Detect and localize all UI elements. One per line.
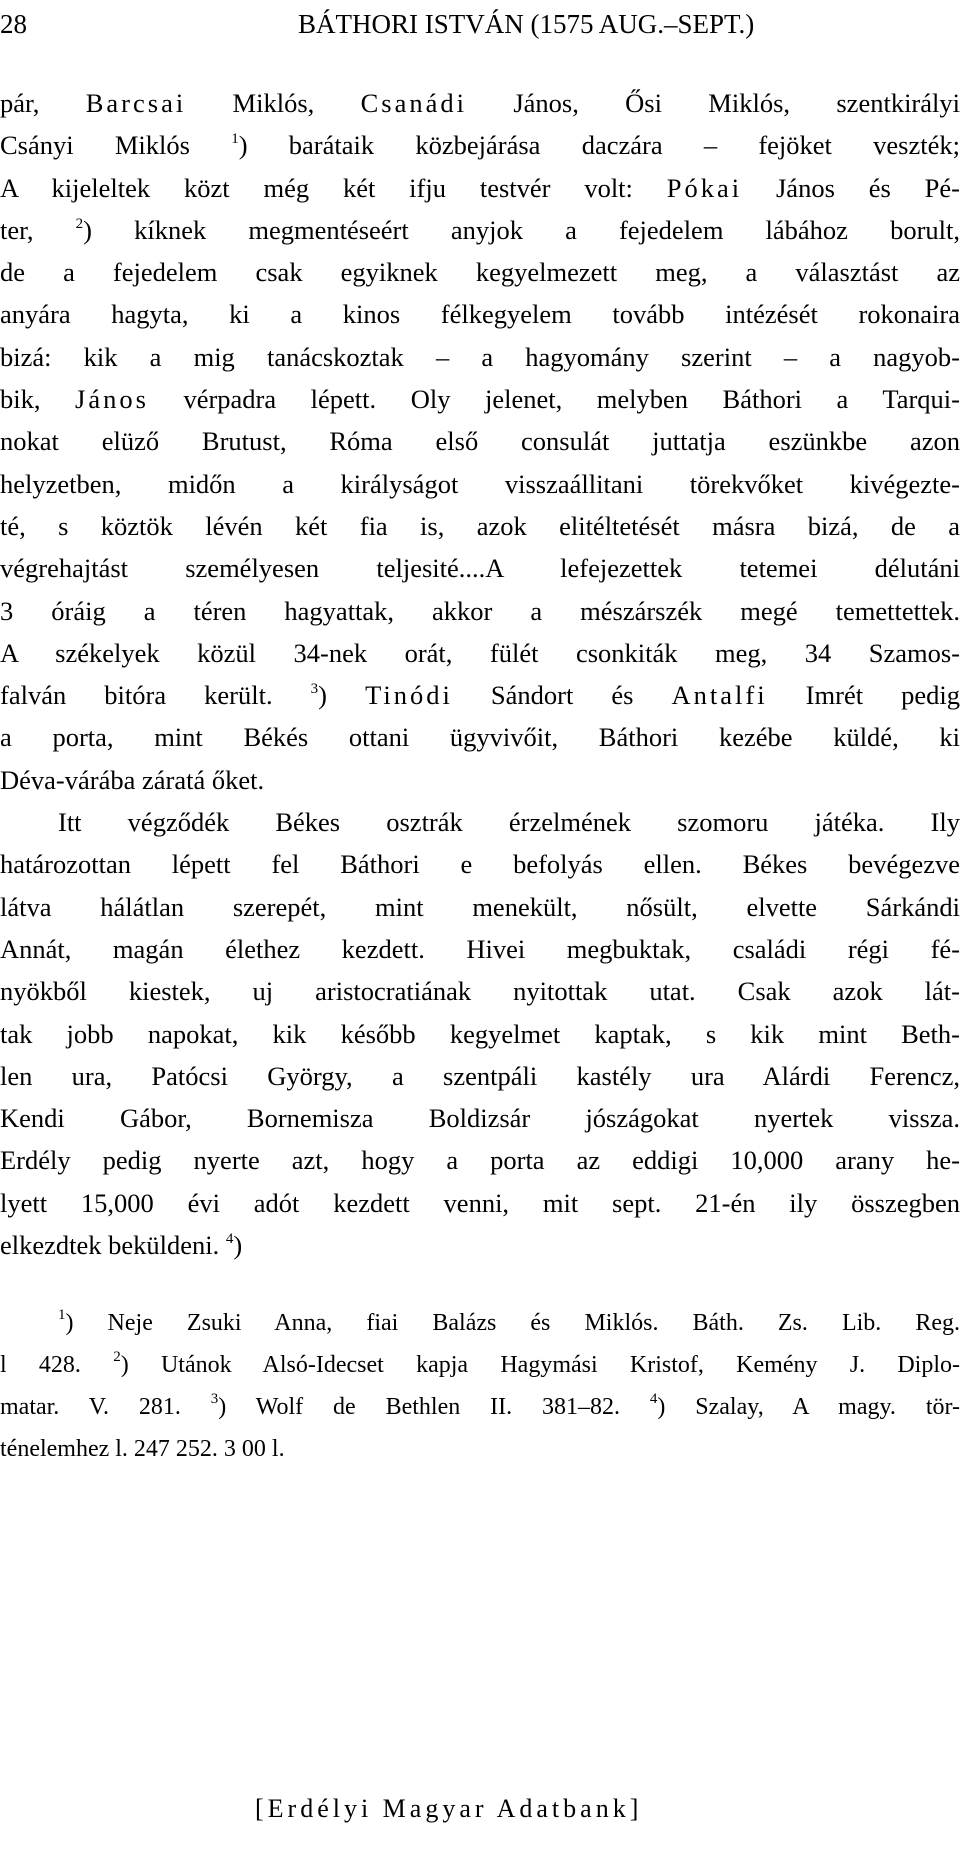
- text-run: Sándort és: [452, 680, 672, 711]
- text-run: ) Wolf de Bethlen II. 381–82.: [218, 1394, 650, 1420]
- footnote-line: ténelemhez l. 247 252. 3 00 l.: [0, 1436, 285, 1462]
- text-line: végrehajtást személyesen teljesité....A lefejezettek tetemei délutáni: [0, 553, 960, 584]
- text-line: [0, 124, 960, 166]
- text-run: Imrét pedig: [767, 680, 960, 711]
- text-line: A székelyek közül 34-nek orát, fülét csonkiták meg, 34 Szamos-: [0, 637, 960, 668]
- text-line: nokat elüző Brutust, Róma első consulát juttatja eszünkbe azon: [0, 426, 960, 457]
- text-run: vérpadra lépett. Oly jelenet, melyben Báthori a Tarqui-: [148, 384, 960, 415]
- text-run: János és Pé-: [742, 172, 960, 203]
- footnote-ref: 3: [310, 681, 319, 698]
- text-line: a porta, mint Békés ottani ügyvivőit, Báthori kezébe küldé, ki: [0, 722, 960, 753]
- text-line: anyára hagyta, ki a kinos félkegyelem tovább intézését rokonaira: [0, 299, 960, 330]
- text-line: [0, 674, 960, 716]
- spaced-name: János: [75, 384, 149, 415]
- text-line: nyökből kiestek, uj aristocratiának nyitottak utat. Csak azok lát-: [0, 976, 960, 1007]
- text-line: de a fejedelem csak egyiknek kegyelmezett meg, a választást az: [0, 257, 960, 288]
- footnotes: [0, 1302, 960, 1470]
- text-line: helyzetben, midőn a királyságot visszaállitani törekvőket kivégezte-: [0, 468, 960, 499]
- text-run: ) Szalay, A magy. tör-: [657, 1394, 960, 1420]
- text-line: 3 óráig a téren hagyattak, akkor a mészárszék megé temettettek.: [0, 595, 960, 626]
- text-line: [0, 1224, 960, 1266]
- text-run: ): [233, 1230, 243, 1261]
- text-run: bik,: [0, 384, 76, 415]
- text-run: ) barátaik közbejárása daczára – fejöket veszték;: [238, 130, 960, 161]
- text-line: Erdély pedig nyerte azt, hogy a porta az eddigi 10,000 arany he-: [0, 1145, 960, 1176]
- page-header: [0, 4, 960, 44]
- footnote-ref: 2: [75, 215, 84, 232]
- text-line: lyett 15,000 évi adót kezdett venni, mit sept. 21-én ily összegben: [0, 1187, 960, 1218]
- text-line: Kendi Gábor, Bornemisza Boldizsár jószágokat nyertek vissza.: [0, 1103, 960, 1134]
- text-run: Csányi Miklós: [0, 130, 232, 161]
- footnote-number: 4: [649, 1391, 658, 1407]
- text-line: Déva-várába záratá őket.: [0, 764, 265, 795]
- text-line: [0, 209, 960, 251]
- text-line: len ura, Patócsi György, a szentpáli kastély ura Alárdi Ferencz,: [0, 1060, 960, 1091]
- text-line: [0, 82, 960, 124]
- footnote-ref: 4: [225, 1231, 234, 1248]
- text-run: János, Ősi Miklós, szentkirályi: [466, 88, 960, 118]
- text-line: bizá: kik a mig tanácskoztak – a hagyomány szerint – a nagyob-: [0, 341, 960, 372]
- spaced-name: Barcsai: [85, 88, 187, 118]
- text-line: [0, 167, 960, 209]
- text-run: A kijeleltek közt még két ifju testvér volt:: [0, 172, 667, 203]
- text-line: [0, 378, 960, 420]
- text-run: ): [318, 680, 366, 711]
- text-line: Itt végződék Békes osztrák érzelmének szomoru játéka. Ily: [58, 807, 960, 838]
- footnote-ref: 1: [231, 131, 239, 148]
- footnote-number: 3: [210, 1391, 219, 1407]
- text-run: ) kíknek megmentéseért anyjok a fejedelem lábához borult,: [83, 214, 960, 245]
- body-text: [0, 82, 960, 1266]
- text-line: határozottan lépett fel Báthori e befolyás ellen. Békes bevégezve: [0, 849, 960, 880]
- footnote-number: 1: [58, 1307, 66, 1323]
- text-line: té, s köztök lévén két fia is, azok elitéltetését másra bizá, de a: [0, 510, 960, 541]
- spaced-name: Antalfi: [671, 680, 768, 711]
- text-run: ) Utánok Alsó-Idecset kapja Hagymási Kristof, Kemény J. Diplo-: [120, 1352, 960, 1378]
- text-run: falván bitóra került.: [0, 680, 311, 711]
- footnote-number: 2: [113, 1349, 121, 1365]
- spaced-name: Pókai: [666, 172, 743, 203]
- text-run: pár,: [0, 88, 86, 118]
- text-run: ) Neje Zsuki Anna, fiai Balázs és Miklós. Báth. Zs. Lib. Reg.: [65, 1310, 960, 1336]
- text-run: matar. V. 281.: [0, 1394, 211, 1420]
- spaced-name: Csanádi: [360, 88, 467, 118]
- text-line: látva hálátlan szerepét, mint menekült, nősült, elvette Sárkándi: [0, 891, 960, 922]
- footnote-line: [0, 1386, 960, 1428]
- text-line: Annát, magán élethez kezdett. Hivei megbuktak, családi régi fé-: [0, 933, 960, 964]
- page-number: 28: [0, 9, 27, 39]
- text-run: ter,: [0, 214, 76, 245]
- footnote-line: [0, 1344, 960, 1386]
- spaced-name: Tinódi: [365, 680, 453, 711]
- footnote-line: [0, 1302, 960, 1344]
- running-title: BÁTHORI ISTVÁN (1575 AUG.–SEPT.): [298, 9, 755, 39]
- text-run: l 428.: [0, 1352, 114, 1378]
- source-footer: [Erdélyi Magyar Adatbank]: [255, 1794, 643, 1823]
- text-run: Miklós,: [186, 88, 361, 118]
- text-run: elkezdtek beküldeni.: [0, 1230, 226, 1261]
- text-line: tak jobb napokat, kik később kegyelmet kaptak, s kik mint Beth-: [0, 1018, 960, 1049]
